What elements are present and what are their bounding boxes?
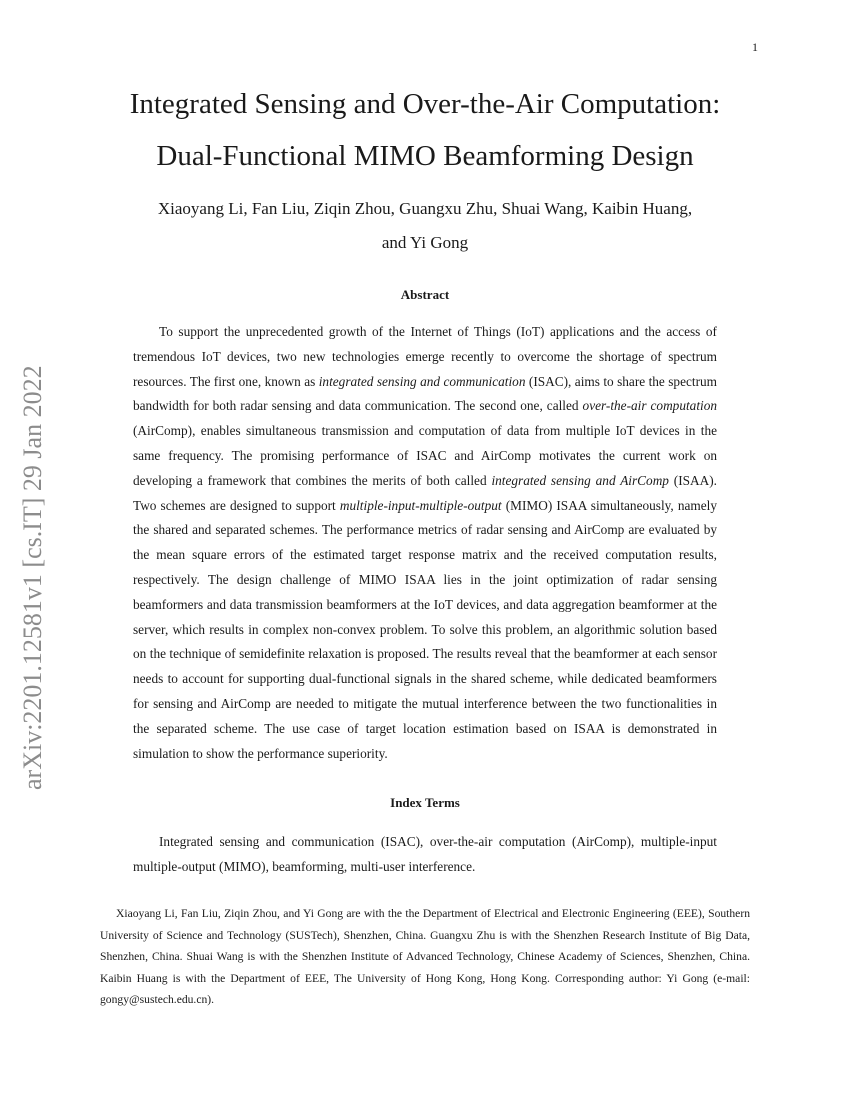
abstract-body (133, 320, 717, 766)
paper-title (60, 78, 790, 182)
abstract-term-isac: integrated sensing and communication (318, 373, 526, 389)
abstract-term-mimo: multiple-input-multiple-output (339, 497, 502, 513)
authors-line-1: Xiaoyang Li, Fan Liu, Ziqin Zhou, Guangxu Zhu, Shuai Wang, Kaibin Huang, (157, 199, 693, 218)
title-line-2: Dual-Functional MIMO Beamforming Design (156, 140, 694, 172)
author-affiliations-footnote: Xiaoyang Li, Fan Liu, Ziqin Zhou, and Yi Gong are with the the Department of Electrical and Electronic Engineering (EEE), Southern University of Science and Technology (SUSTech), Shenzhen, China. Guangxu Zhu is with the Shenzhen Research Institute of Big Data, Shenzhen, China. Shuai Wang is with the Shenzhen Institute of Advanced Technology, Chinese Academy of Sciences, Shenzhen, China. Kaibin Huang is with the Department of EEE, The University of Hong Kong, Hong Kong. Corresponding author: Yi Gong (e-mail: gongy@sustech.edu.cn). (100, 907, 750, 1006)
abstract-text: (ISAA). Two schemes are designed to support (133, 472, 717, 513)
arxiv-identifier-stamp: arXiv:2201.12581v1 [cs.IT] 29 Jan 2022 (18, 365, 47, 790)
index-terms-heading: Index Terms (390, 795, 460, 810)
abstract-text: To support the unprecedented growth of the Internet of Things (IoT) applications and the access of tremendous IoT devices, two new technologies emerge recently to overcome the shortage of spectrum resources. The first one, known as (133, 324, 717, 389)
abstract-text: (MIMO) ISAA simultaneously, namely the shared and separated schemes. The performance metrics of radar sensing and AirComp are evaluated by the mean square errors of the estimated target response matrix and the received computation results, respectively. The design challenge of MIMO ISAA lies in the joint optimization of radar sensing beamformers and data transmission beamformers at the IoT devices, and data aggregation beamformer at the server, which results in complex non-convex problem. To solve this problem, an algorithmic solution based on the technique of semidefinite relaxation is proposed. The results reveal that the beamformer at each sensor needs to account for supporting dual-functional signals in the shared scheme, while dedicated beamformers for sensing and AirComp are needed to mitigate the mutual interference between the two functionalities in the separated scheme. The use case of target location estimation based on ISAA is demonstrated in simulation to show the performance superiority. (133, 497, 717, 761)
abstract-term-isaa: integrated sensing and AirComp (491, 472, 669, 488)
authors-line-2: and Yi Gong (381, 233, 469, 252)
abstract-text: (ISAC), aims to share the spectrum bandwidth for both radar sensing and data communication. The second one, called (133, 373, 717, 414)
abstract-text: (AirComp), enables simultaneous transmission and computation of data from multiple IoT devices in the same frequency. The promising performance of ISAC and AirComp motivates the current work on developing a framework that combines the merits of both called (133, 423, 717, 488)
title-line-1: Integrated Sensing and Over-the-Air Computation: (129, 88, 721, 120)
page-number: 1 (752, 40, 758, 54)
abstract-heading: Abstract (400, 287, 450, 302)
index-terms-body: Integrated sensing and communication (ISAC), over-the-air computation (AirComp), multiple-input multiple-output (MIMO), beamforming, multi-user interference. (133, 834, 717, 874)
abstract-term-aircomp: over-the-air computation (582, 398, 718, 414)
author-list (60, 192, 790, 260)
